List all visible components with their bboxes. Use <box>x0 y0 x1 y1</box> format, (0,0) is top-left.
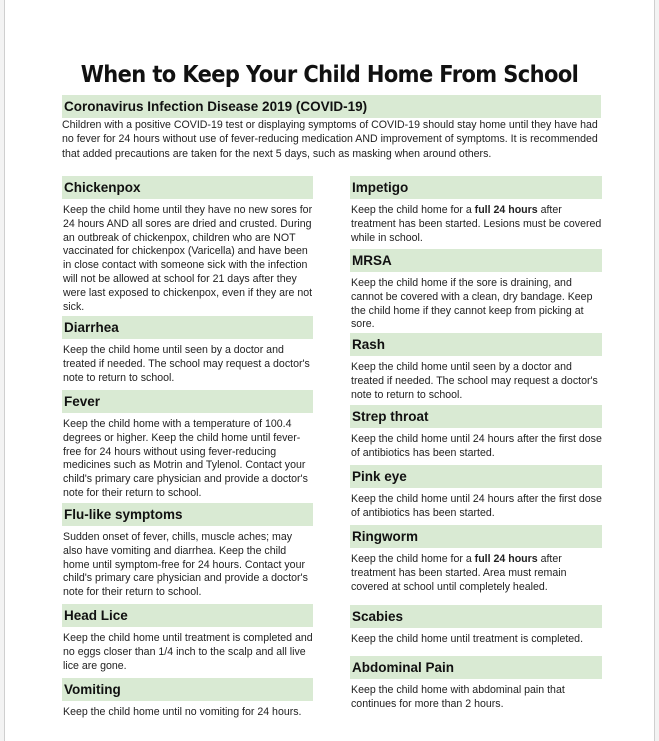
section-heading: Abdominal Pain <box>350 656 602 679</box>
section-abdominal-pain <box>350 656 602 712</box>
section-heading: Fever <box>62 390 313 413</box>
covid-heading: Coronavirus Infection Disease 2019 (COVID-19) <box>62 95 601 118</box>
page-title: When to Keep Your Child Home From School <box>80 60 579 88</box>
section-heading: Vomiting <box>62 678 313 701</box>
section-body: Keep the child home if the sore is draining, and cannot be covered with a clean, dry bandage. Keep the child home if they cannot keep from picking at sore. <box>351 277 593 331</box>
section-rash <box>350 333 602 402</box>
section-heading: Impetigo <box>350 176 602 199</box>
section-body: Sudden onset of fever, chills, muscle aches; may also have vomiting and diarrhea. Keep the child home until symptom-free for 24 hours. Contact your child's primary care physician and provide a doctor's note for their return to school. <box>63 531 308 599</box>
section-impetigo <box>350 176 602 245</box>
section-body: Keep the child home for a full 24 hours after treatment has been started. Area must remain covered at school until completely healed. <box>351 553 567 593</box>
section-heading: Scabies <box>350 605 602 628</box>
section-body: Keep the child home with abdominal pain that continues for more than 2 hours. <box>351 684 565 710</box>
section-chickenpox <box>62 176 313 314</box>
section-strep-throat <box>350 405 602 461</box>
section-heading: Head Lice <box>62 604 313 627</box>
section-scabies <box>350 605 602 647</box>
section-ringworm <box>350 525 602 594</box>
section-heading: Pink eye <box>350 465 602 488</box>
section-body: Keep the child home until 24 hours after the first dose of antibiotics has been started. <box>351 493 602 519</box>
covid-body: Children with a positive COVID-19 test or displaying symptoms of COVID-19 should stay home until they have had no fever for 24 hours without use of fever-reducing medication AND improvement of symptoms. It is recommended that added precautions are taken for the next 5 days, such as masking when around others. <box>62 119 598 160</box>
section-body: Keep the child home for a full 24 hours after treatment has been started. Lesions must be covered while in school. <box>351 204 602 244</box>
section-body: Keep the child home with a temperature of 100.4 degrees or higher. Keep the child home until fever-free for 24 hours without using fever-reducing medicines such as Motrin and Tylenol. Contact your child's primary care physician and provide a doctor's note for their return to school. <box>63 418 308 499</box>
section-body: Keep the child home until no vomiting for 24 hours. <box>63 706 302 718</box>
section-mrsa <box>350 249 602 332</box>
section-body: Keep the child home until 24 hours after the first dose of antibiotics has been started. <box>351 433 602 459</box>
section-heading: Chickenpox <box>62 176 313 199</box>
section-body: Keep the child home until treatment is completed and no eggs closer than 1/4 inch to the scalp and all live lice are gone. <box>63 632 313 672</box>
section-diarrhea <box>62 316 313 385</box>
section-body: Keep the child home until seen by a doctor and treated if needed. The school may request a doctor's note to return to school. <box>351 361 598 401</box>
document-page <box>4 0 655 741</box>
section-heading: Ringworm <box>350 525 602 548</box>
section-pink-eye <box>350 465 602 521</box>
section-body: Keep the child home until seen by a doctor and treated if needed. The school may request a doctor's note to return to school. <box>63 344 310 384</box>
section-body: Keep the child home until treatment is completed. <box>351 633 584 645</box>
section-heading: Strep throat <box>350 405 602 428</box>
section-fever <box>62 390 313 501</box>
section-heading: Flu-like symptoms <box>62 503 313 526</box>
section-head-lice <box>62 604 313 673</box>
section-heading: MRSA <box>350 249 602 272</box>
section-body: Keep the child home until they have no new sores for 24 hours AND all sores are dried and crusted. During an outbreak of chickenpox, children who are NOT vaccinated for chickenpox (Varicella) and have been in close contact with someone sick with the infection will not be allowed at school for 21 days after they were last exposed to chickenpox, even if they are not sick. <box>63 204 313 313</box>
section-heading: Diarrhea <box>62 316 313 339</box>
section-flu <box>62 503 313 600</box>
section-vomiting <box>62 678 313 720</box>
section-heading: Rash <box>350 333 602 356</box>
bold-text: full 24 hours <box>474 204 538 216</box>
bold-text: full 24 hours <box>474 553 538 565</box>
